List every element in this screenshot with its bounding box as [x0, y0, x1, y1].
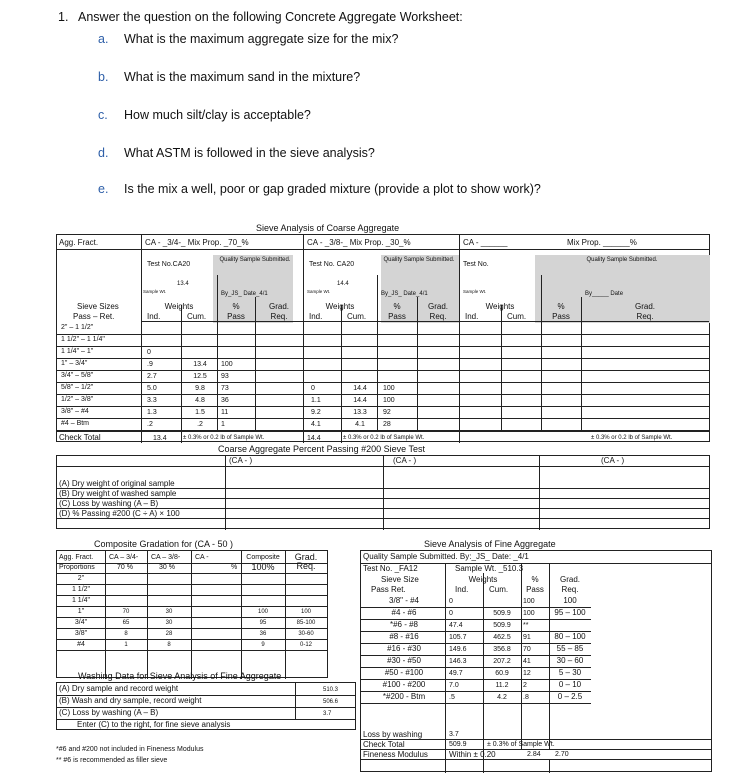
by-date-1: By_JS_ Date_4/1: [221, 291, 268, 297]
pass-2: Pass: [388, 312, 406, 321]
question-text: What is the maximum sand in the mixture?: [124, 70, 361, 84]
composite-title: Composite Gradation for (CA - 50 ): [94, 539, 234, 549]
sieve-sizes-label: Sieve Sizes: [77, 302, 119, 311]
ca1-cum: 12.5: [193, 373, 207, 380]
ind-3: Ind.: [465, 312, 479, 321]
fine-sieve: *#6 - #8: [389, 620, 419, 629]
question-letter: e.: [98, 182, 109, 196]
fine-quality: Quality Sample Submitted. By:_JS_ Date: _4/1: [363, 552, 529, 561]
comp-composite: Composite: [246, 554, 280, 561]
ca1-ind: .2: [147, 421, 153, 428]
coarse-table: [56, 234, 710, 442]
comp-b: 30: [165, 609, 173, 615]
ca1-cum: 1.5: [195, 409, 205, 416]
fine-ind-val: .5: [449, 694, 455, 701]
comp-composite: 9: [261, 642, 265, 648]
ca2-ind: 9.2: [311, 409, 321, 416]
ca2-cum: 13.3: [353, 409, 367, 416]
ca2-cum: 14.4: [353, 397, 367, 404]
fine-check-label: Check Total: [363, 740, 405, 749]
fine-weights: Weights: [468, 575, 498, 584]
check-total-1: 13.4: [153, 435, 167, 442]
comp-a: 65: [122, 620, 130, 626]
ca1-ind: 3.3: [147, 397, 157, 404]
req-1: Req.: [270, 312, 288, 321]
comp-sieve: 3/8": [74, 630, 88, 637]
ca2-header: CA - _3/8-_ Mix Prop. _30_%: [307, 238, 411, 247]
coarse-sieve: 1/2" – 3/8": [61, 396, 94, 403]
ca1-ind: 1.3: [147, 409, 157, 416]
wash-row-a: (A) Dry sample and record weight: [59, 684, 179, 693]
coarse-sieve: 1" – 3/4": [61, 360, 88, 367]
fine-ind-val: 149.6: [449, 646, 467, 653]
fine-ind-val: 105.7: [449, 634, 467, 641]
ca2-ind: 1.1: [311, 397, 321, 404]
fine-cum-val: 509.9: [493, 610, 511, 617]
wash-val-c: 3.7: [323, 711, 332, 717]
fine-test-no: Test No. _FA12: [363, 564, 418, 573]
cum-2: Cum.: [347, 312, 367, 321]
ca3-header-b: Mix Prop. ______%: [567, 238, 637, 247]
grad-2: Grad.: [427, 302, 448, 311]
comp-ca-c: CA -: [195, 554, 209, 561]
fine-sieve: #16 - #30: [387, 644, 421, 653]
pass-1: Pass: [227, 312, 245, 321]
check-total-label: Check Total: [59, 433, 101, 442]
ca1-ind: 5.0: [147, 385, 157, 392]
fine-req: Req.: [561, 585, 579, 594]
ca1-header: CA - _3/4-_ Mix Prop. _70_%: [145, 238, 249, 247]
ca2-ind: 0: [311, 385, 315, 392]
comp-b: 28: [165, 631, 173, 637]
comp-req: 85-100: [296, 620, 316, 626]
test-no-3: Test No.: [463, 261, 489, 268]
p200-ca3: (CA - ): [601, 456, 625, 465]
ind-2: Ind.: [309, 312, 323, 321]
fine-fm-within: Within ± 0.20: [449, 750, 496, 759]
check-note-2: ± 0.3% or 0.2 lb of Sample Wt.: [343, 435, 425, 441]
fine-pass-val: .8: [523, 694, 529, 701]
fine-req-val: 0 – 10: [558, 680, 582, 689]
fine-cum-val: 356.8: [493, 646, 511, 653]
fine-sample-wt: Sample Wt. _510.3: [455, 564, 524, 573]
ca1-pass: 36: [221, 397, 229, 404]
pct-3: %: [557, 302, 565, 311]
coarse-sieve: 3/4" – 5/8": [61, 372, 94, 379]
fine-ind-val: 0: [449, 610, 453, 617]
fine-cum-val: 4.2: [497, 694, 507, 701]
comp-a: 70: [122, 609, 130, 615]
ca2-pass: 100: [383, 397, 395, 404]
fine-sieve: *#200 - Btm: [382, 692, 426, 701]
check-note-3: ± 0.3% or 0.2 lb of Sample Wt.: [591, 435, 673, 441]
weights-3: Weights: [485, 302, 515, 311]
ca2-cum: 4.1: [355, 421, 365, 428]
wash-enter: Enter (C) to the right, for fine sieve analysis: [77, 720, 231, 729]
comp-proportions: Proportions: [59, 564, 95, 571]
fine-sieve: #4 - #6: [391, 608, 417, 617]
comp-req: 100: [300, 609, 311, 615]
fine-pass-val: 12: [523, 670, 531, 677]
ind-1: Ind.: [147, 312, 161, 321]
fine-pct: %: [531, 575, 539, 584]
question-text: Answer the question on the following Concrete Aggregate Worksheet:: [78, 10, 463, 24]
grad-1: Grad.: [268, 302, 289, 311]
fine-grad: Grad.: [559, 575, 580, 584]
fine-cum-val: 60.9: [495, 670, 509, 677]
question-c: [98, 108, 311, 122]
comp-sieve: 3/4": [74, 619, 88, 626]
fine-cum-val: 207.2: [493, 658, 511, 665]
wash-val-b: 506.6: [323, 699, 339, 705]
p200-row-a: (A) Dry weight of original sample: [59, 479, 175, 488]
ca1-ind: 0: [147, 349, 151, 356]
fine-ind: Ind.: [455, 585, 469, 594]
req-2: Req.: [429, 312, 447, 321]
sample-wt-label: Sample Wt.: [463, 289, 487, 294]
fine-req-val: 0 – 2.5: [557, 692, 583, 701]
fine-loss-val: 3.7: [449, 731, 459, 738]
comp-prop-b: 30 %: [159, 564, 175, 571]
pct-1: %: [232, 302, 240, 311]
fine-ind-val: 146.3: [449, 658, 467, 665]
comp-ca-b: CA – 3/8-: [151, 554, 181, 561]
ca1-pass: 93: [221, 373, 229, 380]
weights-1: Weights: [164, 302, 194, 311]
by-date-3: By_____ Date: [585, 291, 624, 297]
pass-3: Pass: [552, 312, 570, 321]
comp-prop-c: %: [231, 564, 238, 571]
coarse-sieve: 5/8" – 1/2": [61, 384, 94, 391]
check-total-2: 14.4: [307, 435, 321, 442]
comp-composite: 100: [257, 609, 268, 615]
fine-pass-val: 41: [523, 658, 531, 665]
comp-sieve: 1": [77, 608, 85, 615]
ca1-cum: .2: [197, 421, 203, 428]
comp-composite: 36: [259, 631, 267, 637]
coarse-sieve: 2" – 1 1/2": [61, 324, 94, 331]
ca1-ind: 2.7: [147, 373, 157, 380]
wash-row-c: (C) Loss by washing (A – B): [59, 708, 159, 717]
comp-b: 8: [167, 642, 171, 648]
fine-pass: Pass: [526, 585, 544, 594]
sample-wt-label: Sample Wt.: [307, 289, 331, 294]
fine-req-val: 30 – 60: [556, 656, 584, 665]
fine-ind-val: 47.4: [449, 622, 463, 629]
fine-fm-a: 2.84: [527, 751, 541, 758]
ca1-pass: 73: [221, 385, 229, 392]
footnote-2: ** #6 is recommended as filler sieve: [56, 757, 168, 764]
question-text: What ASTM is followed in the sieve analysis?: [124, 146, 375, 160]
question-letter: c.: [98, 108, 108, 122]
p200-title: Coarse Aggregate Percent Passing #200 Sieve Test: [218, 444, 425, 454]
comp-sieve: 1 1/2": [71, 586, 91, 593]
comp-req: 0-12: [299, 642, 312, 648]
ca1-cum: 4.8: [195, 397, 205, 404]
ca3-header-a: CA - ______: [463, 238, 508, 247]
fine-pass-val: **: [523, 622, 529, 629]
coarse-title: Sieve Analysis of Coarse Aggregate: [256, 223, 400, 233]
fine-ind-val: 49.7: [449, 670, 463, 677]
pass-ret-label: Pass – Ret.: [73, 312, 115, 321]
coarse-sieve: 3/8" – #4: [61, 408, 89, 415]
check-note-1: ± 0.3% or 0.2 lb of Sample Wt.: [183, 435, 265, 441]
ca2-cum: 14.4: [353, 385, 367, 392]
question-letter: b.: [98, 70, 109, 84]
fine-sieve: #30 - #50: [387, 656, 421, 665]
cum-1: Cum.: [187, 312, 207, 321]
quality-2: Quality Sample Submitted.: [383, 257, 455, 263]
pct-2: %: [393, 302, 401, 311]
fine-sieve: #8 - #16: [389, 632, 419, 641]
p200-ca2: (CA - ): [393, 456, 417, 465]
quality-1: Quality Sample Submitted.: [219, 257, 291, 263]
composite-table: [56, 550, 328, 678]
grad-3: Grad.: [634, 302, 655, 311]
fine-ind-val: 7.0: [449, 682, 459, 689]
ca2-pass: 100: [383, 385, 395, 392]
ca1-ind: .9: [147, 361, 153, 368]
wash-row-b: (B) Wash and dry sample, record weight: [59, 696, 202, 705]
question-number: 1.: [58, 10, 69, 24]
ca2-pass: 28: [383, 421, 391, 428]
ca1-pass: 11: [221, 409, 229, 416]
footnote-1: *#6 and #200 not included in Fineness Modulus: [56, 746, 204, 753]
comp-a: 1: [124, 642, 128, 648]
comp-a: 8: [124, 631, 128, 637]
fine-fm-b: 2.70: [555, 751, 569, 758]
question-letter: d.: [98, 146, 109, 160]
ca2-ind: 4.1: [311, 421, 321, 428]
test-no-2: Test No. CA20: [309, 261, 355, 268]
fine-req-val: 80 – 100: [554, 632, 586, 641]
fine-pass-val: 70: [523, 646, 531, 653]
fine-cum-val: 462.5: [493, 634, 511, 641]
p200-row-c: (C) Loss by washing (A – B): [59, 499, 159, 508]
cum-3: Cum.: [507, 312, 527, 321]
wash-val-a: 510.3: [323, 687, 339, 693]
wash-table: [56, 682, 356, 730]
comp-agg-fract: Agg. Fract.: [59, 554, 94, 561]
coarse-sieve: #4 – Btm: [61, 420, 90, 427]
fine-req-val: 55 – 85: [556, 644, 584, 653]
sample-wt-2: 14.4: [337, 281, 349, 287]
fine-fm-label: Fineness Modulus: [363, 750, 428, 759]
comp-ca-a: CA – 3/4-: [109, 554, 139, 561]
coarse-sieve: 1 1/2" – 1 1/4": [61, 336, 105, 343]
question-letter: a.: [98, 32, 109, 46]
fine-check-note: ± 0.3% of Sample Wt.: [487, 741, 555, 748]
p200-row-b: (B) Dry weight of washed sample: [59, 489, 177, 498]
comp-prop-a: 70 %: [117, 564, 133, 571]
ca1-cum: 13.4: [193, 361, 207, 368]
sample-wt-1: 13.4: [177, 281, 189, 287]
fine-loss-label: Loss by washing: [363, 730, 423, 739]
comp-req: 30-60: [298, 631, 314, 637]
p200-table: [56, 455, 710, 529]
comp-grad-req: Grad. Req.: [294, 552, 318, 572]
fine-ind-val: 0: [449, 598, 453, 605]
comp-b: 30: [165, 620, 173, 626]
fine-req-val: 100: [563, 596, 577, 605]
fine-cum-val: 509.9: [493, 622, 511, 629]
comp-prop-comp: 100%: [251, 562, 275, 572]
weights-2: Weights: [325, 302, 355, 311]
question-a: [98, 32, 398, 46]
fine-title: Sieve Analysis of Fine Aggregate: [424, 539, 556, 549]
question-e: [98, 182, 541, 196]
comp-sieve: 2": [77, 575, 85, 582]
sample-wt-label: Sample Wt.: [143, 289, 167, 294]
fine-req-val: 95 – 100: [554, 608, 586, 617]
fine-cum-val: 11.2: [495, 682, 509, 689]
req-3: Req.: [636, 312, 654, 321]
p200-row-d: (D) % Passing #200 (C ÷ A) × 100: [59, 509, 180, 518]
ca1-cum: 9.8: [195, 385, 205, 392]
ca1-pass: 100: [221, 361, 233, 368]
question-text: How much silt/clay is acceptable?: [124, 108, 311, 122]
wash-title: Washing Data for Sieve Analysis of Fine Aggregate: [78, 671, 282, 681]
comp-composite: 95: [259, 620, 267, 626]
fine-pass-val: 91: [523, 634, 531, 641]
fine-table: [360, 550, 712, 772]
fine-sieve: #50 - #100: [384, 668, 424, 677]
fine-check-val: 509.9: [449, 741, 467, 748]
fine-sieve-size: Sieve Size: [381, 575, 419, 584]
fine-pass-val: 100: [523, 598, 535, 605]
comp-sieve: 1 1/4": [71, 597, 91, 604]
fine-pass-val: 2: [523, 682, 527, 689]
fine-pass-val: 100: [523, 610, 535, 617]
fine-sieve: 3/8" - #4: [389, 596, 419, 605]
ca2-pass: 92: [383, 409, 391, 416]
fine-sieve: #100 - #200: [382, 680, 426, 689]
fine-req-val: 5 – 30: [558, 668, 582, 677]
p200-ca1: (CA - ): [229, 456, 253, 465]
question-text: Is the mix a well, poor or gap graded mixture (provide a plot to show work)?: [124, 182, 541, 196]
coarse-sieve: 1 1/4" – 1": [61, 348, 94, 355]
fine-cum: Cum.: [489, 585, 509, 594]
question-text: What is the maximum aggregate size for the mix?: [124, 32, 399, 46]
test-no-1: Test No.CA20: [147, 261, 191, 268]
question-b: [98, 70, 360, 84]
ca1-pass: 1: [221, 421, 225, 428]
agg-fract-label: Agg. Fract.: [59, 238, 99, 247]
question-main: [58, 10, 463, 24]
fine-pass-ret: Pass Ret.: [371, 585, 406, 594]
comp-sieve: #4: [77, 641, 85, 648]
question-d: [98, 146, 375, 160]
by-date-2: By_JS_ Date_4/1: [381, 291, 428, 297]
quality-3: Quality Sample Submitted.: [586, 257, 658, 263]
